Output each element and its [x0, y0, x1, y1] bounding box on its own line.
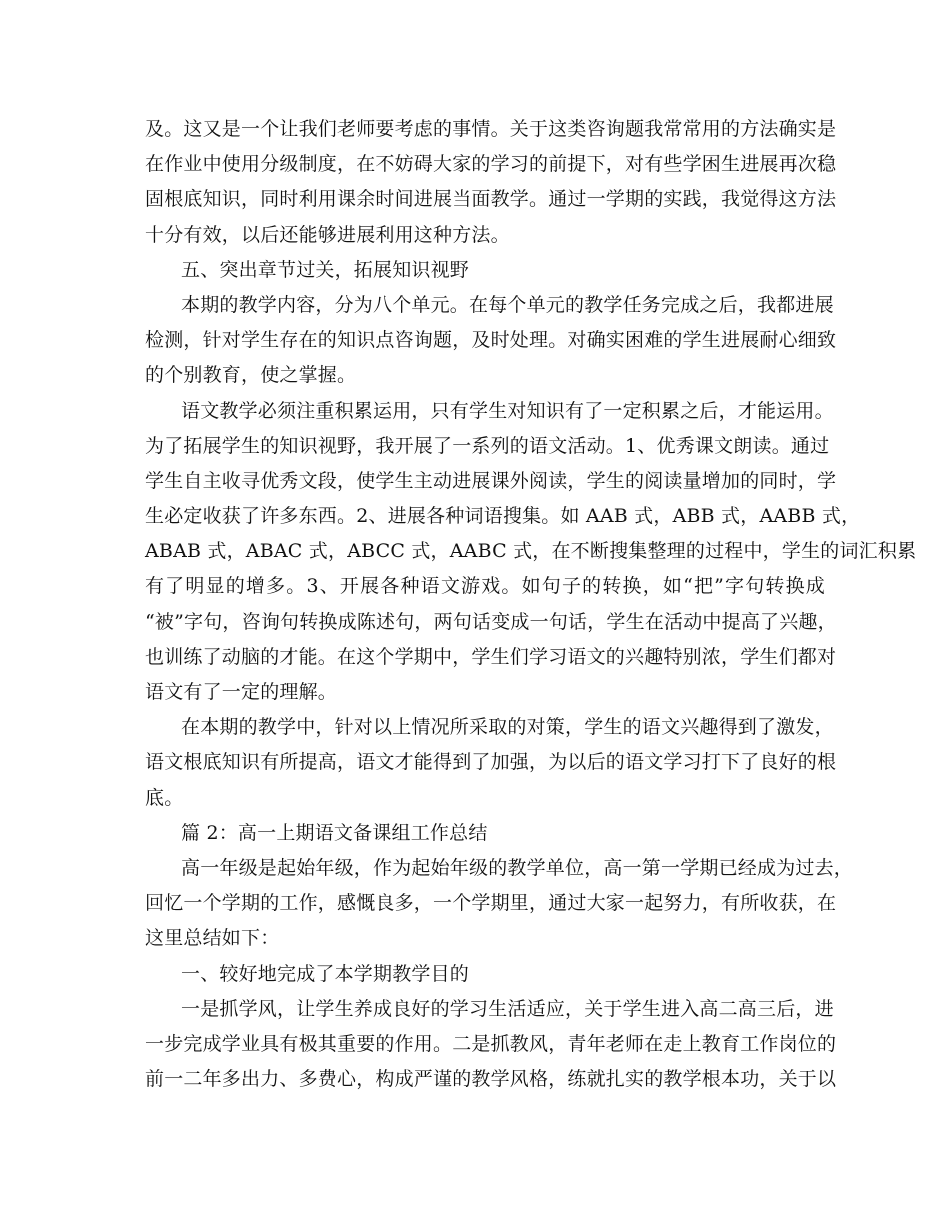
text-line: 为了拓展学生的知识视野，我开展了一系列的语文活动。1、优秀课文朗读。通过 [145, 434, 830, 457]
section-heading: 一、较好地完成了本学期教学目的 [181, 962, 470, 985]
text-line: 前一二年多出力、多费心，构成严谨的教学风格，练就扎实的教学根本功，关于以 [145, 1068, 837, 1091]
article-heading: 篇 2：高一上期语文备课组工作总结 [181, 821, 488, 844]
text-line: 这里总结如下： [145, 927, 280, 950]
text-line: 高一年级是起始年级，作为起始年级的教学单位，高一第一学期已经成为过去， [181, 856, 854, 879]
text-line: 检测，针对学生存在的知识点咨询题，及时处理。对确实困难的学生进展耐心细致 [145, 329, 837, 352]
text-line: 底。 [145, 786, 184, 809]
text-line: 语文教学必须注重积累运用，只有学生对知识有了一定积累之后，才能运用。 [181, 399, 834, 422]
text-line: 十分有效，以后还能够进展利用这种方法。 [145, 223, 510, 246]
text-line: 及。这又是一个让我们老师要考虑的事情。关于这类咨询题我常常用的方法确实是 [145, 118, 837, 140]
text-line: 一是抓学风，让学生养成良好的学习生活适应，关于学生进入高二高三后，进 [181, 997, 834, 1020]
text-line: 的个别教育，使之掌握。 [145, 364, 357, 387]
text-line: “被”字句，咨询句转换成陈述句，两句话变成一句话，学生在活动中提高了兴趣， [145, 610, 837, 633]
text-line: 在作业中使用分级制度，在不妨碍大家的学习的前提下，对有些学困生进展再次稳 [145, 153, 837, 176]
text-line: 本期的教学内容，分为八个单元。在每个单元的教学任务完成之后，我都进展 [181, 293, 834, 316]
text-line: 有了明显的增多。3、开展各种语文游戏。如句子的转换，如“把”字句转换成 [145, 575, 825, 598]
section-heading: 五、突出章节过关，拓展知识视野 [181, 258, 470, 281]
text-line: 也训练了动脑的才能。在这个学期中，学生们学习语文的兴趣特别浓，学生们都对 [145, 645, 837, 668]
text-line: 学生自主收寻优秀文段，使学生主动进展课外阅读，学生的阅读量增加的同时，学 [145, 469, 837, 492]
text-line: 回忆一个学期的工作，感慨良多，一个学期里，通过大家一起努力，有所收获，在 [145, 892, 837, 915]
text-line: 固根底知识，同时利用课余时间进展当面教学。通过一学期的实践，我觉得这方法 [145, 188, 837, 211]
text-line: 在本期的教学中，针对以上情况所采取的对策，学生的语文兴趣得到了激发， [181, 716, 834, 739]
text-line: 语文根底知识有所提高，语文才能得到了加强，为以后的语文学习打下了良好的根 [145, 751, 837, 774]
text-line: ABAB 式，ABAC 式，ABCC 式，AABC 式，在不断搜集整理的过程中，学生的词汇积累 [145, 540, 917, 563]
document-body [145, 112, 917, 1097]
text-line: 生必定收获了许多东西。2、进展各种词语搜集。如 AAB 式，ABB 式，AABB 式， [145, 505, 861, 528]
text-line: 一步完成学业具有极其重要的作用。二是抓教风，青年老师在走上教育工作岗位的 [145, 1032, 837, 1055]
text-line: 语文有了一定的理解。 [145, 681, 338, 703]
